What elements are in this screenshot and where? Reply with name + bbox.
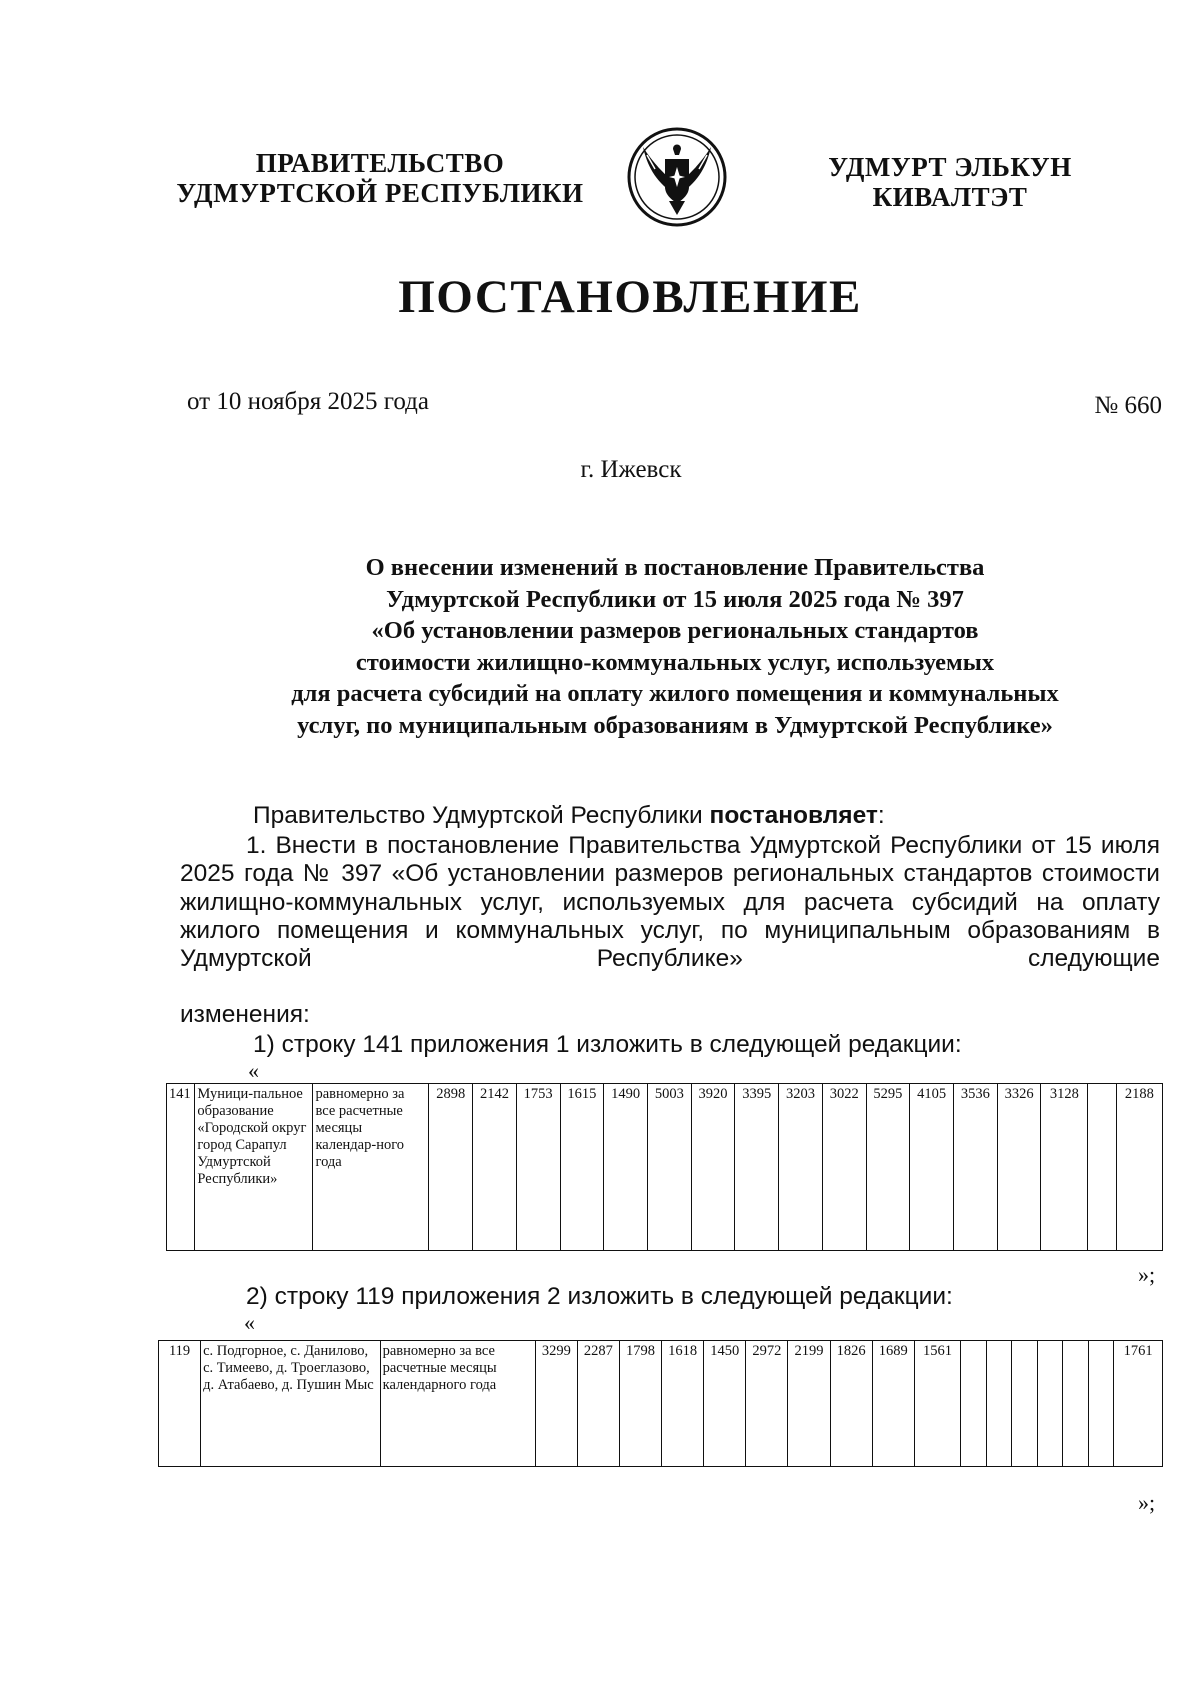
municipality-name: Муници-пальное образование «Городской округ город Сарапул Удмуртской Республики» bbox=[195, 1084, 313, 1251]
government-name-line2: УДМУРТСКОЙ РЕСПУБЛИКИ bbox=[176, 178, 584, 208]
table-row bbox=[167, 1084, 1163, 1251]
heading-line: «Об установлении размеров региональных стандартов bbox=[371, 617, 979, 644]
udmurt-coat-of-arms-icon bbox=[625, 125, 729, 229]
value-cell: 1753 bbox=[516, 1084, 560, 1251]
paragraph-3: 2) строку 119 приложения 2 изложить в следующей редакции: bbox=[246, 1283, 953, 1310]
government-name-russian bbox=[170, 148, 590, 208]
settlements-list: с. Подгорное, с. Данилово, с. Тимеево, д. Троеглазово, д. Атабаево, д. Пушин Мыс bbox=[201, 1341, 381, 1467]
value-cell: 1826 bbox=[830, 1341, 872, 1467]
value-cell: 3326 bbox=[997, 1084, 1041, 1251]
quote-open: « bbox=[248, 1058, 259, 1083]
document-title: ПОСТАНОВЛЕНИЕ bbox=[398, 271, 862, 323]
row-number: 141 bbox=[167, 1084, 195, 1251]
value-cell bbox=[986, 1341, 1011, 1467]
value-cell: 3920 bbox=[691, 1084, 735, 1251]
document-city: г. Ижевск bbox=[580, 456, 682, 483]
quote-close: »; bbox=[1138, 1262, 1156, 1287]
value-cell: 2287 bbox=[577, 1341, 619, 1467]
value-cell: 3299 bbox=[535, 1341, 577, 1467]
value-cell: 4105 bbox=[910, 1084, 954, 1251]
paragraph-1-last-line: изменения: bbox=[180, 1001, 310, 1028]
paragraph-1: 1. Внести в постановление Правительства Удмуртской Республики от 15 июля 2025 года № 397 «Об установлении размеров региональных стандартов стоимости жилищно-коммунальных услуг, используемых для расчета субсидий на оплату жилого помещения и коммунальных услуг, по муниципальным образованиям в Удмуртской Республике» следующие bbox=[180, 832, 1160, 973]
document-number: № 660 bbox=[1094, 392, 1162, 419]
paragraph-2: 1) строку 141 приложения 1 изложить в следующей редакции: bbox=[253, 1031, 962, 1058]
value-cell: 1615 bbox=[560, 1084, 604, 1251]
document-date: от 10 ноября 2025 года bbox=[187, 388, 429, 415]
heading-line: стоимости жилищно-коммунальных услуг, используемых bbox=[355, 648, 995, 676]
value-cell bbox=[1088, 1084, 1116, 1251]
value-cell: 1761 bbox=[1114, 1341, 1163, 1467]
government-name-udmurt-line1: УДМУРТ ЭЛЬКУН bbox=[828, 152, 1072, 182]
value-cell: 1618 bbox=[662, 1341, 704, 1467]
value-cell: 1561 bbox=[914, 1341, 961, 1467]
table-appendix-2-row-119 bbox=[158, 1340, 1163, 1467]
value-cell: 3203 bbox=[779, 1084, 823, 1251]
value-cell: 2972 bbox=[746, 1341, 788, 1467]
intro-text: Правительство Удмуртской Республики bbox=[253, 802, 710, 829]
intro-colon: : bbox=[877, 802, 885, 829]
value-cell bbox=[1012, 1341, 1037, 1467]
row-number: 119 bbox=[159, 1341, 201, 1467]
government-name-udmurt-line2: КИВАЛТЭТ bbox=[872, 182, 1028, 212]
value-cell: 3395 bbox=[735, 1084, 779, 1251]
value-cell: 3536 bbox=[953, 1084, 997, 1251]
value-cell bbox=[1063, 1341, 1088, 1467]
government-name-line1: ПРАВИТЕЛЬСТВО bbox=[255, 148, 505, 178]
value-cell: 5003 bbox=[647, 1084, 691, 1251]
table-appendix-1-row-141 bbox=[166, 1083, 1163, 1251]
period-description: равномерно за все расчетные месяцы календарного года bbox=[380, 1341, 535, 1467]
value-cell: 1450 bbox=[704, 1341, 746, 1467]
value-cell: 3128 bbox=[1041, 1084, 1088, 1251]
heading-line: Удмуртской Республики от 15 июля 2025 года № 397 bbox=[386, 585, 964, 613]
value-cell bbox=[961, 1341, 986, 1467]
table-row bbox=[159, 1341, 1163, 1467]
value-cell: 3022 bbox=[822, 1084, 866, 1251]
quote-close: »; bbox=[1138, 1490, 1156, 1515]
value-cell: 1798 bbox=[619, 1341, 661, 1467]
quote-open: « bbox=[244, 1310, 255, 1335]
value-cell: 2199 bbox=[788, 1341, 830, 1467]
value-cell bbox=[1037, 1341, 1062, 1467]
document-heading bbox=[200, 552, 1150, 741]
heading-line: услуг, по муниципальным образованиям в Удмуртской Республике» bbox=[297, 711, 1053, 739]
value-cell: 2142 bbox=[473, 1084, 517, 1251]
heading-line: для расчета субсидий на оплату жилого помещения и коммунальных bbox=[291, 680, 1059, 707]
value-cell: 2898 bbox=[429, 1084, 473, 1251]
intro-verb: постановляет bbox=[709, 802, 878, 829]
intro-paragraph bbox=[253, 802, 885, 830]
value-cell: 1689 bbox=[872, 1341, 914, 1467]
government-name-udmurt bbox=[800, 152, 1100, 212]
value-cell: 1490 bbox=[604, 1084, 648, 1251]
value-cell bbox=[1088, 1341, 1113, 1467]
value-cell: 2188 bbox=[1116, 1084, 1162, 1251]
period-description: равномерно за все расчетные месяцы календар-ного года bbox=[313, 1084, 429, 1251]
value-cell: 5295 bbox=[866, 1084, 910, 1251]
heading-line: О внесении изменений в постановление Правительства bbox=[365, 554, 985, 581]
